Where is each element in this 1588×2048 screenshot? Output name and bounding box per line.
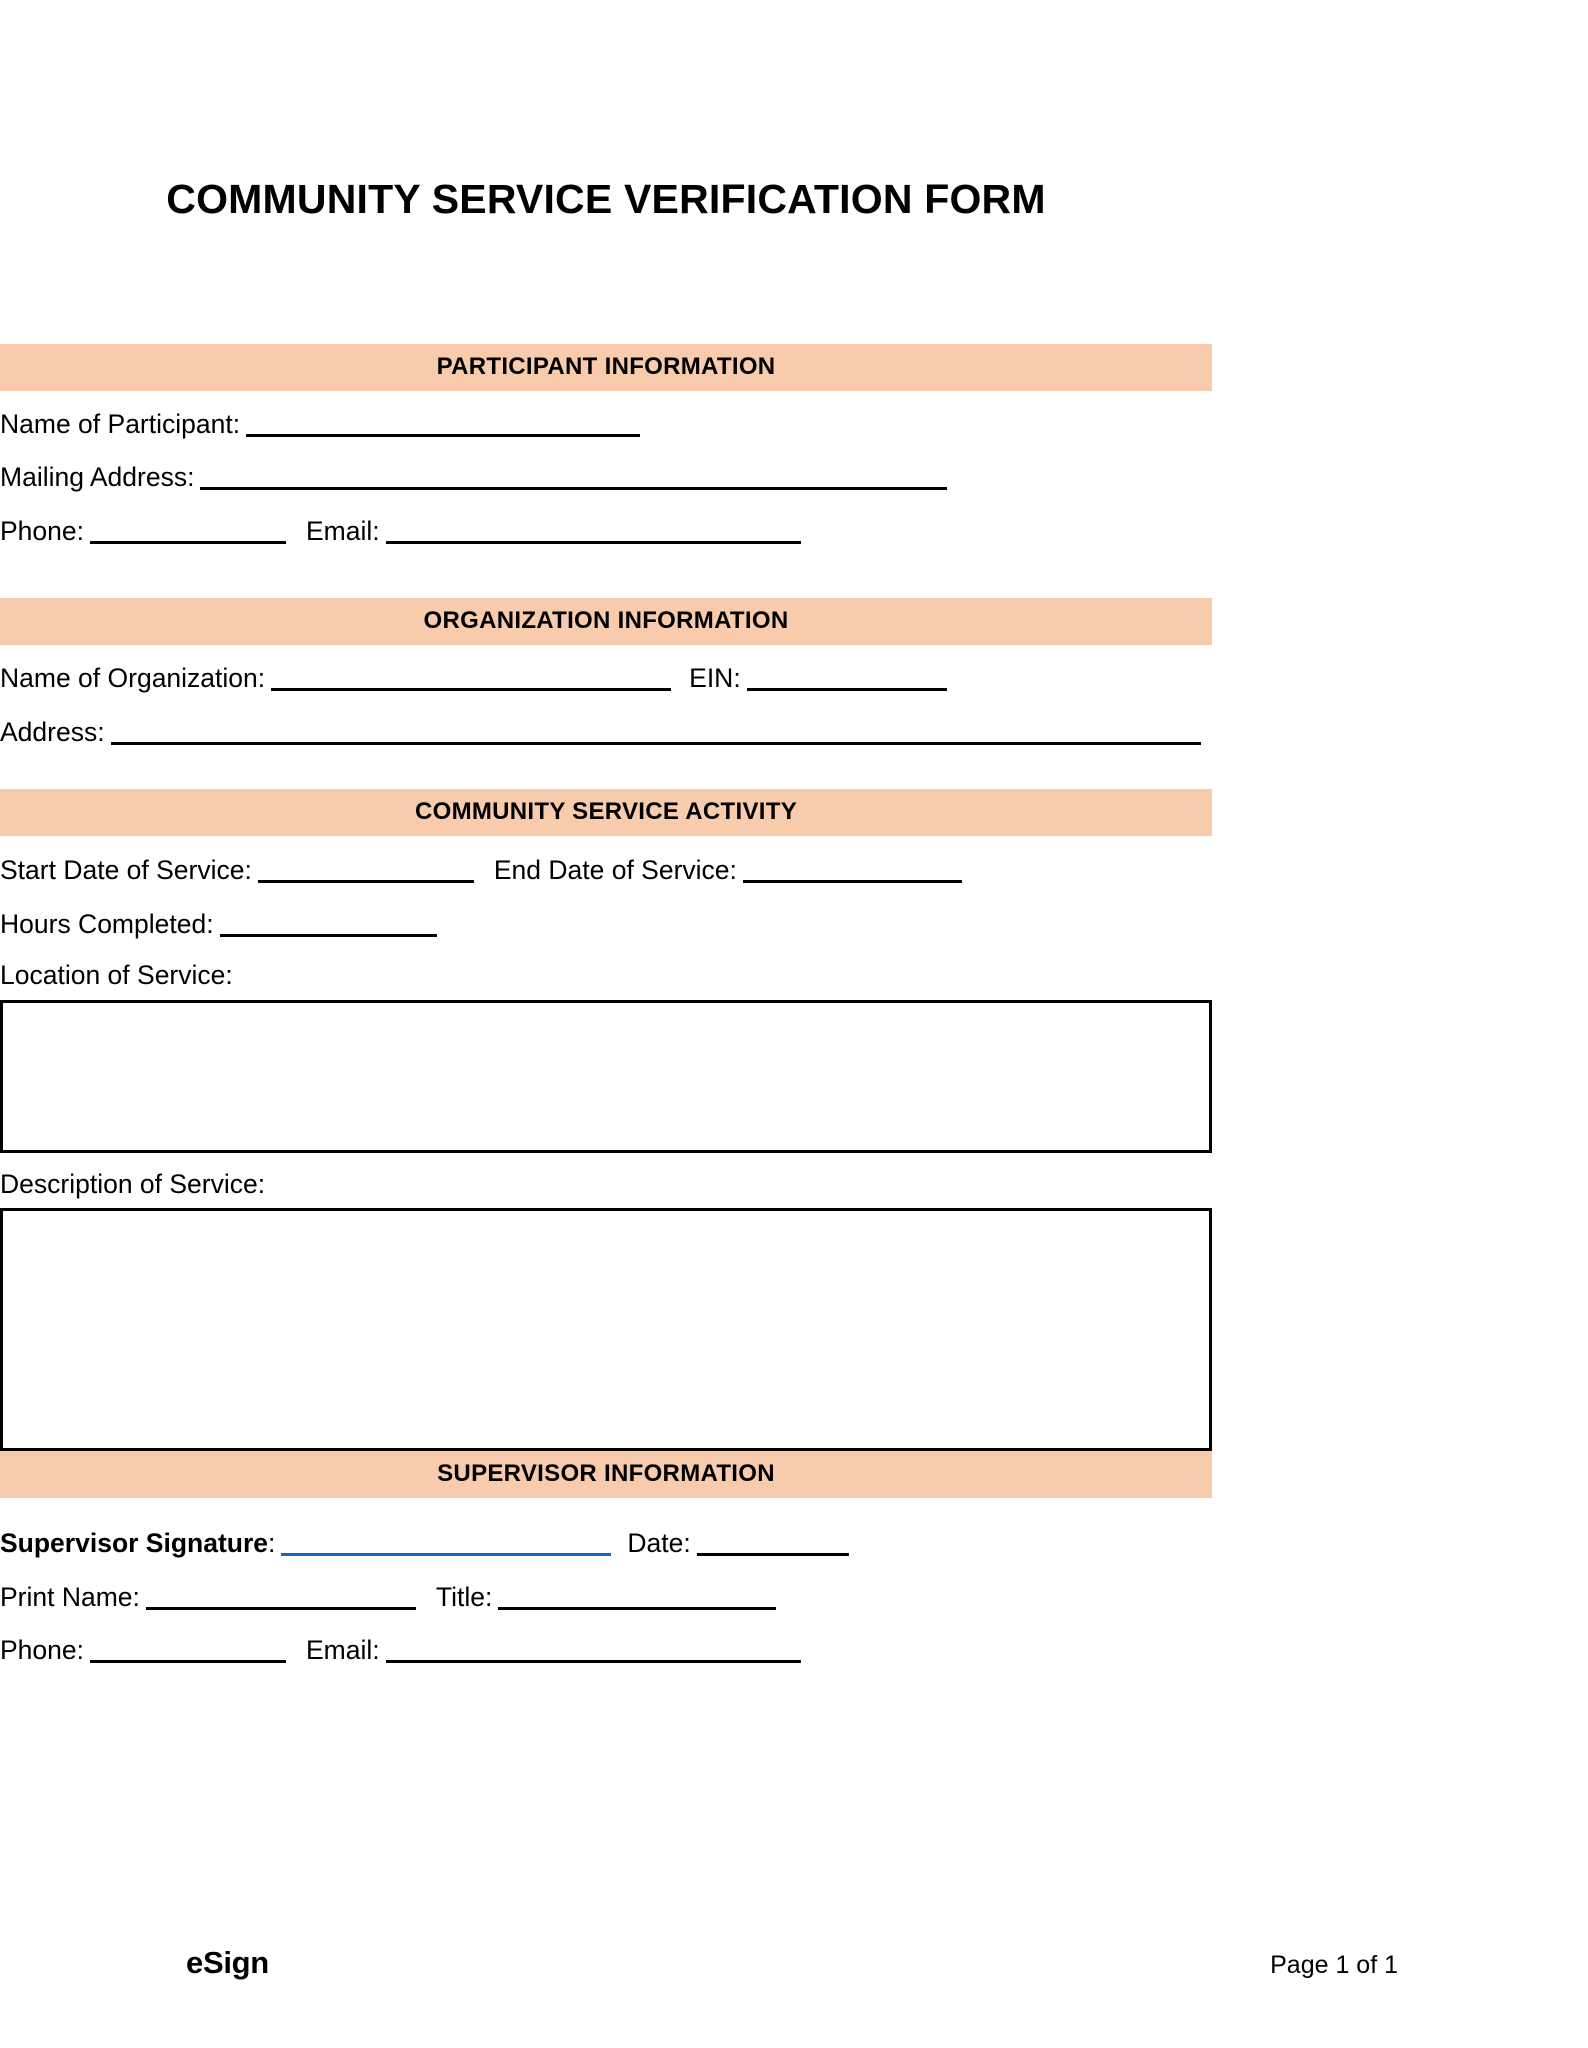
field-row-location-of-service: [0, 962, 233, 989]
section-heading-activity: COMMUNITY SERVICE ACTIVITY: [0, 789, 1212, 836]
hours-completed-label: Hours Completed:: [0, 909, 214, 939]
section-heading-supervisor: SUPERVISOR INFORMATION: [0, 1451, 1212, 1498]
supervisor-print-name-input[interactable]: [146, 1585, 416, 1610]
location-of-service-textbox[interactable]: [0, 1000, 1212, 1153]
location-of-service-box-wrap: [0, 1000, 1212, 1153]
organization-address-input[interactable]: [111, 720, 1201, 745]
field-row-participant-mailing-address: [0, 464, 949, 491]
esign-brand-logo: eSign: [186, 1945, 269, 1980]
field-row-supervisor-phone-email: [0, 1637, 803, 1664]
participant-name-input[interactable]: [246, 412, 640, 437]
supervisor-title-input[interactable]: [498, 1585, 776, 1610]
section-organization-information: [0, 598, 1212, 645]
location-of-service-label: Location of Service:: [0, 960, 233, 990]
supervisor-email-label: Email:: [306, 1635, 380, 1665]
end-date-label: End Date of Service:: [493, 855, 737, 885]
supervisor-title-label: Title:: [435, 1582, 493, 1612]
supervisor-signature-input[interactable]: [281, 1531, 611, 1556]
section-participant-information: [0, 344, 1212, 391]
field-row-organization-name-ein: [0, 665, 949, 692]
organization-ein-input[interactable]: [747, 666, 947, 691]
description-of-service-box-wrap: [0, 1208, 1212, 1451]
participant-mailing-address-input[interactable]: [200, 465, 947, 490]
start-date-input[interactable]: [258, 858, 474, 883]
supervisor-phone-input[interactable]: [90, 1638, 286, 1663]
end-date-input[interactable]: [743, 858, 962, 883]
participant-phone-input[interactable]: [90, 519, 286, 544]
participant-email-input[interactable]: [386, 519, 801, 544]
participant-name-label: Name of Participant:: [0, 409, 241, 439]
supervisor-signature-label-colon: :: [268, 1528, 276, 1558]
page-footer: [186, 1945, 1398, 1981]
participant-mailing-address-label: Mailing Address:: [0, 462, 195, 492]
participant-phone-label: Phone:: [0, 516, 84, 546]
field-row-supervisor-print-name-title: [0, 1584, 778, 1611]
field-row-participant-phone-email: [0, 518, 803, 545]
organization-name-label: Name of Organization:: [0, 663, 266, 693]
field-row-supervisor-signature: [0, 1530, 851, 1557]
field-row-hours-completed: [0, 911, 439, 938]
field-row-description-of-service: [0, 1171, 265, 1198]
field-row-service-dates: [0, 857, 964, 884]
section-supervisor-information: [0, 1451, 1212, 1498]
page-indicator: Page 1 of 1: [1270, 1951, 1398, 1979]
start-date-label: Start Date of Service:: [0, 855, 252, 885]
hours-completed-input[interactable]: [220, 912, 437, 937]
field-row-participant-name: [0, 411, 642, 438]
supervisor-signature-label: Supervisor Signature: [0, 1528, 269, 1558]
supervisor-email-input[interactable]: [386, 1638, 801, 1663]
section-heading-participant: PARTICIPANT INFORMATION: [0, 344, 1212, 391]
supervisor-date-label: Date:: [627, 1528, 691, 1558]
organization-name-input[interactable]: [271, 666, 671, 691]
page-title: COMMUNITY SERVICE VERIFICATION FORM: [166, 176, 1046, 222]
field-row-organization-address: [0, 719, 1203, 746]
description-of-service-textbox[interactable]: [0, 1208, 1212, 1451]
supervisor-date-input[interactable]: [697, 1531, 849, 1556]
supervisor-phone-label: Phone:: [0, 1635, 84, 1665]
organization-ein-label: EIN:: [689, 663, 741, 693]
supervisor-print-name-label: Print Name:: [0, 1582, 140, 1612]
organization-address-label: Address:: [0, 717, 105, 747]
section-community-service-activity: [0, 789, 1212, 836]
section-heading-organization: ORGANIZATION INFORMATION: [0, 598, 1212, 645]
description-of-service-label: Description of Service:: [0, 1169, 266, 1199]
participant-email-label: Email:: [306, 516, 380, 546]
